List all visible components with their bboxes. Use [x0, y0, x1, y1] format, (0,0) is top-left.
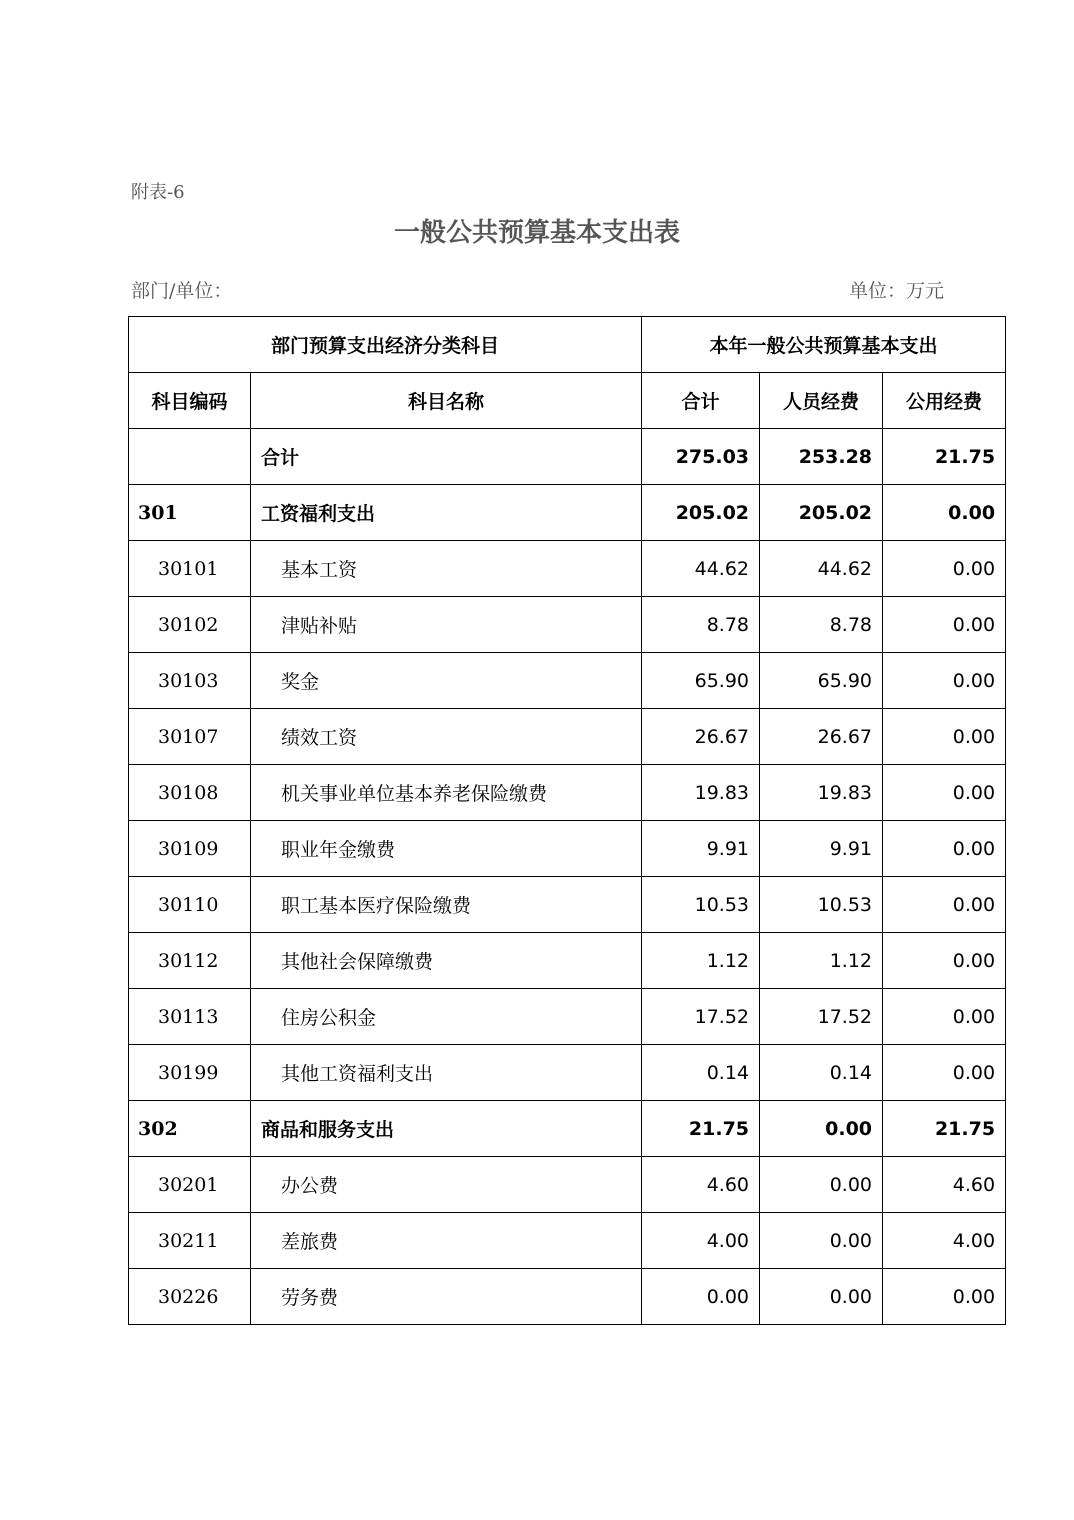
cell-public: 0.00: [883, 653, 1006, 709]
cell-public: 0.00: [883, 821, 1006, 877]
group-header-expenditure: 本年一般公共预算基本支出: [642, 317, 1006, 373]
cell-personnel: 10.53: [760, 877, 883, 933]
cell-public: 0.00: [883, 877, 1006, 933]
cell-total: 0.00: [642, 1269, 760, 1325]
cell-personnel: 8.78: [760, 597, 883, 653]
column-header-public: 公用经费: [883, 373, 1006, 429]
cell-name: 差旅费: [251, 1213, 642, 1269]
cell-code: [129, 429, 251, 485]
cell-personnel: 1.12: [760, 933, 883, 989]
cell-total: 8.78: [642, 597, 760, 653]
table-row: [129, 821, 1006, 877]
cell-total: 4.00: [642, 1213, 760, 1269]
cell-name: 机关事业单位基本养老保险缴费: [251, 765, 642, 821]
cell-name: 住房公积金: [251, 989, 642, 1045]
unit-label: 单位：万元: [849, 280, 945, 302]
cell-name: 绩效工资: [251, 709, 642, 765]
cell-personnel: 9.91: [760, 821, 883, 877]
cell-code: 30103: [129, 653, 251, 709]
table-body: [129, 429, 1006, 1325]
cell-total: 10.53: [642, 877, 760, 933]
cell-public: 0.00: [883, 597, 1006, 653]
cell-total: 205.02: [642, 485, 760, 541]
cell-name: 其他社会保障缴费: [251, 933, 642, 989]
table-row: [129, 1213, 1006, 1269]
cell-personnel: 0.14: [760, 1045, 883, 1101]
cell-code: 30113: [129, 989, 251, 1045]
cell-name: 津贴补贴: [251, 597, 642, 653]
table-row: [129, 541, 1006, 597]
table-row: [129, 653, 1006, 709]
table-row: [129, 765, 1006, 821]
cell-public: 0.00: [883, 1269, 1006, 1325]
group-header-classification: 部门预算支出经济分类科目: [129, 317, 642, 373]
column-header-name: 科目名称: [251, 373, 642, 429]
table-row: [129, 933, 1006, 989]
table-row: [129, 429, 1006, 485]
cell-name: 合计: [251, 429, 642, 485]
cell-public: 0.00: [883, 541, 1006, 597]
cell-personnel: 65.90: [760, 653, 883, 709]
table-row: [129, 1101, 1006, 1157]
cell-code: 30226: [129, 1269, 251, 1325]
cell-total: 26.67: [642, 709, 760, 765]
cell-total: 21.75: [642, 1101, 760, 1157]
cell-name: 劳务费: [251, 1269, 642, 1325]
table-row: [129, 1269, 1006, 1325]
cell-code: 30101: [129, 541, 251, 597]
cell-total: 9.91: [642, 821, 760, 877]
cell-code: 30107: [129, 709, 251, 765]
cell-code: 30112: [129, 933, 251, 989]
table-row: [129, 485, 1006, 541]
cell-personnel: 0.00: [760, 1213, 883, 1269]
cell-personnel: 44.62: [760, 541, 883, 597]
cell-public: 0.00: [883, 765, 1006, 821]
column-header-code: 科目编码: [129, 373, 251, 429]
table-row: [129, 709, 1006, 765]
cell-personnel: 253.28: [760, 429, 883, 485]
cell-code: 30109: [129, 821, 251, 877]
cell-code: 30201: [129, 1157, 251, 1213]
cell-public: 4.60: [883, 1157, 1006, 1213]
attachment-label: 附表-6: [131, 182, 185, 203]
table-row: [129, 1045, 1006, 1101]
cell-public: 0.00: [883, 1045, 1006, 1101]
budget-table: [128, 316, 1006, 1325]
cell-code: 30108: [129, 765, 251, 821]
cell-code: 30199: [129, 1045, 251, 1101]
cell-personnel: 0.00: [760, 1269, 883, 1325]
cell-total: 17.52: [642, 989, 760, 1045]
cell-code: 30211: [129, 1213, 251, 1269]
cell-name: 其他工资福利支出: [251, 1045, 642, 1101]
cell-name: 职工基本医疗保险缴费: [251, 877, 642, 933]
cell-total: 0.14: [642, 1045, 760, 1101]
column-header-personnel: 人员经费: [760, 373, 883, 429]
department-label: 部门/单位：: [131, 280, 233, 302]
cell-name: 商品和服务支出: [251, 1101, 642, 1157]
cell-name: 基本工资: [251, 541, 642, 597]
cell-personnel: 0.00: [760, 1101, 883, 1157]
cell-total: 44.62: [642, 541, 760, 597]
cell-total: 1.12: [642, 933, 760, 989]
cell-public: 21.75: [883, 1101, 1006, 1157]
table-row: [129, 877, 1006, 933]
cell-public: 0.00: [883, 485, 1006, 541]
cell-public: 4.00: [883, 1213, 1006, 1269]
cell-public: 0.00: [883, 709, 1006, 765]
table-row: [129, 989, 1006, 1045]
cell-code: 302: [129, 1101, 251, 1157]
cell-public: 21.75: [883, 429, 1006, 485]
cell-total: 19.83: [642, 765, 760, 821]
cell-code: 301: [129, 485, 251, 541]
cell-code: 30110: [129, 877, 251, 933]
cell-personnel: 0.00: [760, 1157, 883, 1213]
page-title: 一般公共预算基本支出表: [393, 218, 680, 248]
column-header-total: 合计: [642, 373, 760, 429]
cell-total: 275.03: [642, 429, 760, 485]
cell-personnel: 205.02: [760, 485, 883, 541]
cell-name: 工资福利支出: [251, 485, 642, 541]
cell-name: 奖金: [251, 653, 642, 709]
table-row: [129, 597, 1006, 653]
cell-public: 0.00: [883, 933, 1006, 989]
cell-public: 0.00: [883, 989, 1006, 1045]
table-row: [129, 1157, 1006, 1213]
cell-personnel: 19.83: [760, 765, 883, 821]
cell-personnel: 26.67: [760, 709, 883, 765]
cell-total: 4.60: [642, 1157, 760, 1213]
cell-name: 职业年金缴费: [251, 821, 642, 877]
cell-code: 30102: [129, 597, 251, 653]
cell-total: 65.90: [642, 653, 760, 709]
cell-name: 办公费: [251, 1157, 642, 1213]
cell-personnel: 17.52: [760, 989, 883, 1045]
